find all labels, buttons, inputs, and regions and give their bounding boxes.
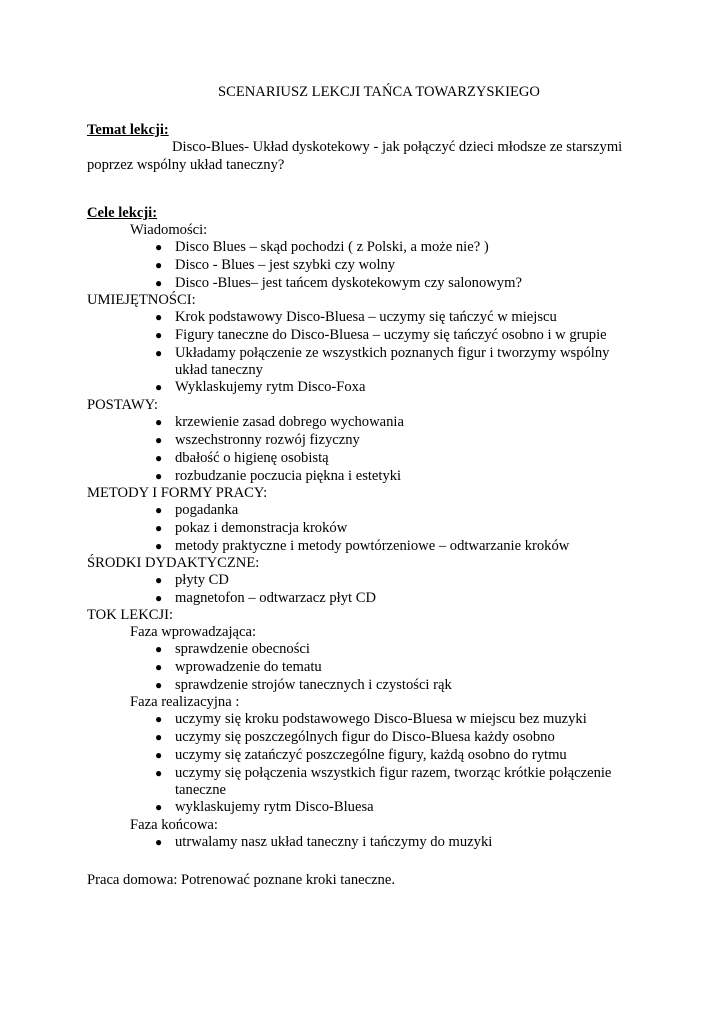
faza2-label: Faza realizacyjna : xyxy=(130,694,240,710)
list-item: ● sprawdzenie obecności xyxy=(155,641,310,657)
list-item: ● sprawdzenie strojów tanecznych i czystości rąk xyxy=(155,677,452,693)
list-item: ● wprowadzenie do tematu xyxy=(155,659,322,675)
bullet-icon: ● xyxy=(155,415,163,429)
list-item: ● wyklaskujemy rytm Disco-Bluesa xyxy=(155,799,374,815)
faza1-label: Faza wprowadzająca: xyxy=(130,624,256,640)
bullet-icon: ● xyxy=(155,240,163,254)
cele-heading: Cele lekcji: xyxy=(87,205,158,221)
bullet-icon: ● xyxy=(155,380,163,394)
bullet-icon: ● xyxy=(155,642,163,656)
list-item: ● dbałość o higienę osobistą xyxy=(155,450,329,466)
list-item: ● Disco Blues – skąd pochodzi ( z Polski, a może nie? ) xyxy=(155,239,489,255)
bullet-icon: ● xyxy=(155,451,163,465)
list-item: ● pogadanka xyxy=(155,502,239,518)
list-item: ● płyty CD xyxy=(155,572,229,588)
list-item: ● magnetofon – odtwarzacz płyt CD xyxy=(155,590,377,606)
list-item: ● Figury taneczne do Disco-Bluesa – uczymy się tańczyć osobno i w grupie xyxy=(155,327,607,343)
list-item: ● Wyklaskujemy rytm Disco-Foxa xyxy=(155,379,366,395)
list-item: ● krzewienie zasad dobrego wychowania xyxy=(155,414,404,430)
list-item: ● uczymy się kroku podstawowego Disco-Bluesa w miejscu bez muzyki xyxy=(155,711,587,727)
postawy-label: POSTAWY: xyxy=(87,397,158,413)
bullet-icon: ● xyxy=(155,521,163,535)
list-item: ● Układamy połączenie ze wszystkich poznanych figur i tworzymy wspólny układ taneczny xyxy=(155,345,610,378)
bullet-icon: ● xyxy=(155,712,163,726)
faza3-label: Faza końcowa: xyxy=(130,817,218,833)
bullet-icon: ● xyxy=(155,346,163,360)
list-item: ● Disco -Blues– jest tańcem dyskotekowym czy salonowym? xyxy=(155,275,522,291)
bullet-icon: ● xyxy=(155,835,163,849)
list-item: ● pokaz i demonstracja kroków xyxy=(155,520,348,536)
bullet-icon: ● xyxy=(155,730,163,744)
list-item: ● Krok podstawowy Disco-Bluesa – uczymy się tańczyć w miejscu xyxy=(155,309,557,325)
bullet-icon: ● xyxy=(155,503,163,517)
temat-line-1: Disco-Blues- Układ dyskotekowy - jak połączyć dzieci młodsze ze starszymi xyxy=(172,139,623,155)
list-item: ● utrwalamy nasz układ taneczny i tańczymy do muzyki xyxy=(155,834,493,850)
praca-domowa: Praca domowa: Potrenować poznane kroki taneczne. xyxy=(87,872,395,888)
umiejetnosci-label: UMIEJĘTNOŚCI: xyxy=(87,292,196,308)
document-title: SCENARIUSZ LEKCJI TAŃCA TOWARZYSKIEGO xyxy=(218,84,540,100)
bullet-icon: ● xyxy=(155,678,163,692)
list-item: ● uczymy się połączenia wszystkich figur razem, tworząc krótkie połączenie taneczne xyxy=(155,765,612,798)
bullet-icon: ● xyxy=(155,433,163,447)
bullet-icon: ● xyxy=(155,766,163,780)
bullet-icon: ● xyxy=(155,591,163,605)
list-item: ● wszechstronny rozwój fizyczny xyxy=(155,432,360,448)
list-item: ● metody praktyczne i metody powtórzeniowe – odtwarzanie kroków xyxy=(155,538,570,554)
bullet-icon: ● xyxy=(155,573,163,587)
bullet-icon: ● xyxy=(155,748,163,762)
bullet-icon: ● xyxy=(155,660,163,674)
bullet-icon: ● xyxy=(155,539,163,553)
srodki-label: ŚRODKI DYDAKTYCZNE: xyxy=(87,555,260,571)
list-item: ● rozbudzanie poczucia piękna i estetyki xyxy=(155,468,402,484)
bullet-icon: ● xyxy=(155,276,163,290)
bullet-icon: ● xyxy=(155,258,163,272)
temat-heading: Temat lekcji: xyxy=(87,122,169,138)
list-item: ● Disco - Blues – jest szybki czy wolny xyxy=(155,257,396,273)
wiadomosci-label: Wiadomości: xyxy=(130,222,208,238)
bullet-icon: ● xyxy=(155,469,163,483)
list-item: ● uczymy się poszczególnych figur do Disco-Bluesa każdy osobno xyxy=(155,729,555,745)
list-item: ● uczymy się zatańczyć poszczególne figury, każdą osobno do rytmu xyxy=(155,747,567,763)
bullet-icon: ● xyxy=(155,328,163,342)
temat-line-2: poprzez wspólny układ taneczny? xyxy=(87,157,285,173)
bullet-icon: ● xyxy=(155,800,163,814)
tok-label: TOK LEKCJI: xyxy=(87,607,174,623)
metody-label: METODY I FORMY PRACY: xyxy=(87,485,268,501)
bullet-icon: ● xyxy=(155,310,163,324)
